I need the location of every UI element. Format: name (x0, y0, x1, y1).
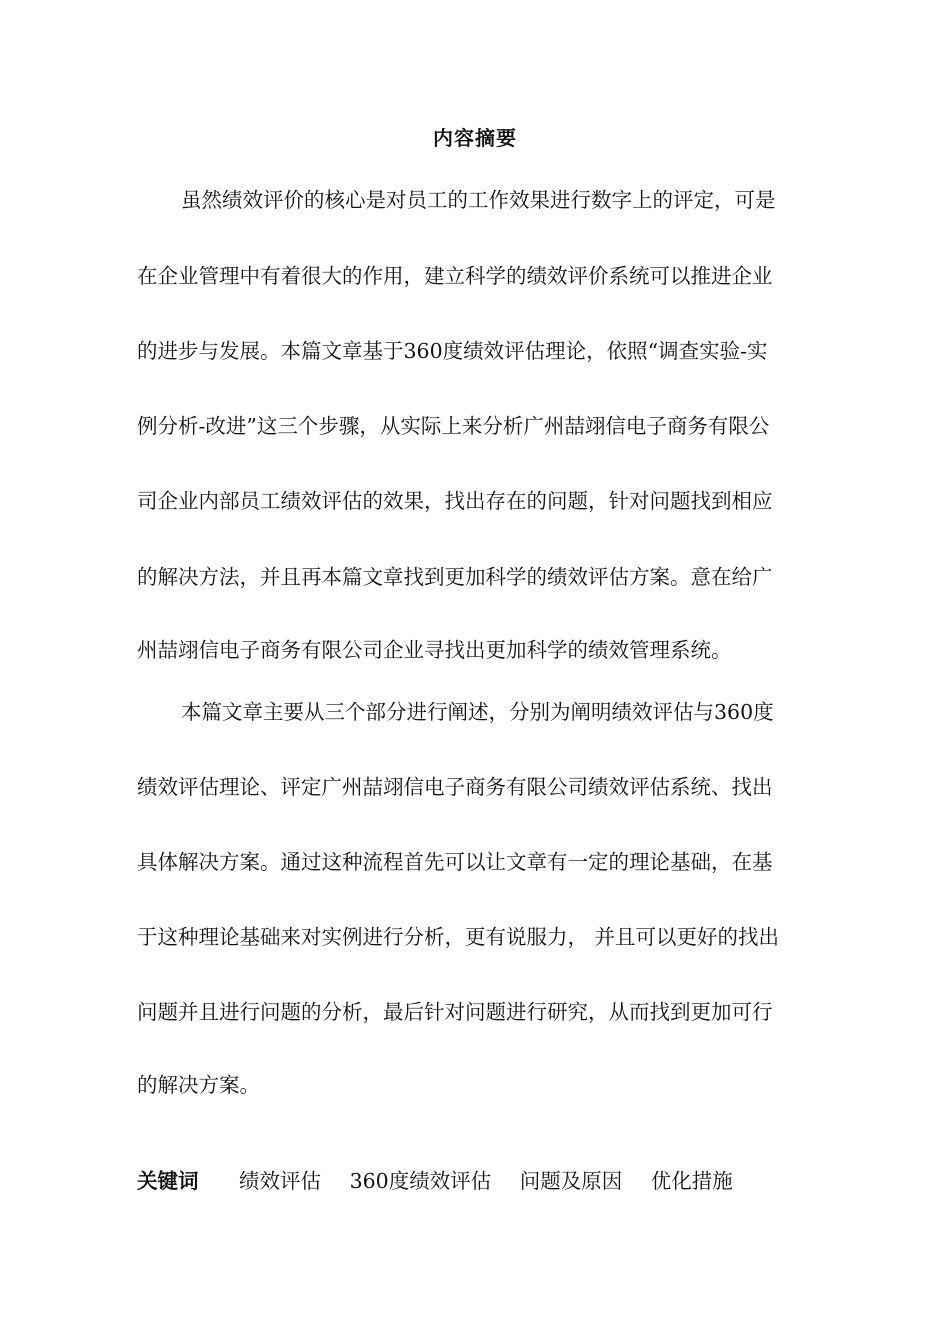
keywords-label: 关键词 (137, 1169, 199, 1193)
keyword-item: 问题及原因 (519, 1169, 623, 1193)
keyword-item: 优化措施 (650, 1169, 733, 1193)
paragraph-1-line-5: 司企业内部员工绩效评估的效果，找出存在的问题，针对问题找到相应 (137, 489, 773, 513)
paragraph-2-line-2: 绩效评估理论、评定广州喆翊信电子商务有限公司绩效评估系统、找出 (137, 775, 773, 799)
abstract-title: 内容摘要 (433, 126, 517, 150)
paragraph-2-line-1: 本篇文章主要从三个部分进行阐述，分别为阐明绩效评估与360度 (181, 700, 774, 724)
paragraph-1-line-6: 的解决方法，并且再本篇文章找到更加科学的绩效评估方案。意在给广 (137, 565, 773, 589)
paragraph-2-line-3: 具体解决方案。通过这种流程首先可以让文章有一定的理论基础，在基 (137, 850, 773, 874)
paragraph-2-line-6: 的解决方案。 (137, 1073, 260, 1097)
paragraph-1-line-1: 虽然绩效评价的核心是对员工的工作效果进行数字上的评定，可是 (181, 188, 776, 212)
paragraph-1-line-4: 例分析-改进”这三个步骤，从实际上来分析广州喆翊信电子商务有限公 (137, 414, 770, 438)
keywords-row (137, 1166, 755, 1196)
paragraph-1-line-2: 在企业管理中有着很大的作用，建立科学的绩效评价系统可以推进企业 (137, 264, 773, 288)
keyword-item: 绩效评估 (239, 1169, 322, 1193)
paragraph-1-line-7: 州喆翊信电子商务有限公司企业寻找出更加科学的绩效管理系统。 (137, 638, 732, 662)
paragraph-1-line-3: 的进步与发展。本篇文章基于360度绩效评估理论，依照“调查实验-实 (137, 339, 768, 363)
paragraph-2-line-4: 于这种理论基础来对实例进行分析，更有说服力， 并且可以更好的找出 (137, 925, 780, 949)
paragraph-2-line-5: 问题并且进行问题的分析，最后针对问题进行研究，从而找到更加可行 (137, 1000, 773, 1024)
keyword-item: 360度绩效评估 (349, 1169, 492, 1193)
